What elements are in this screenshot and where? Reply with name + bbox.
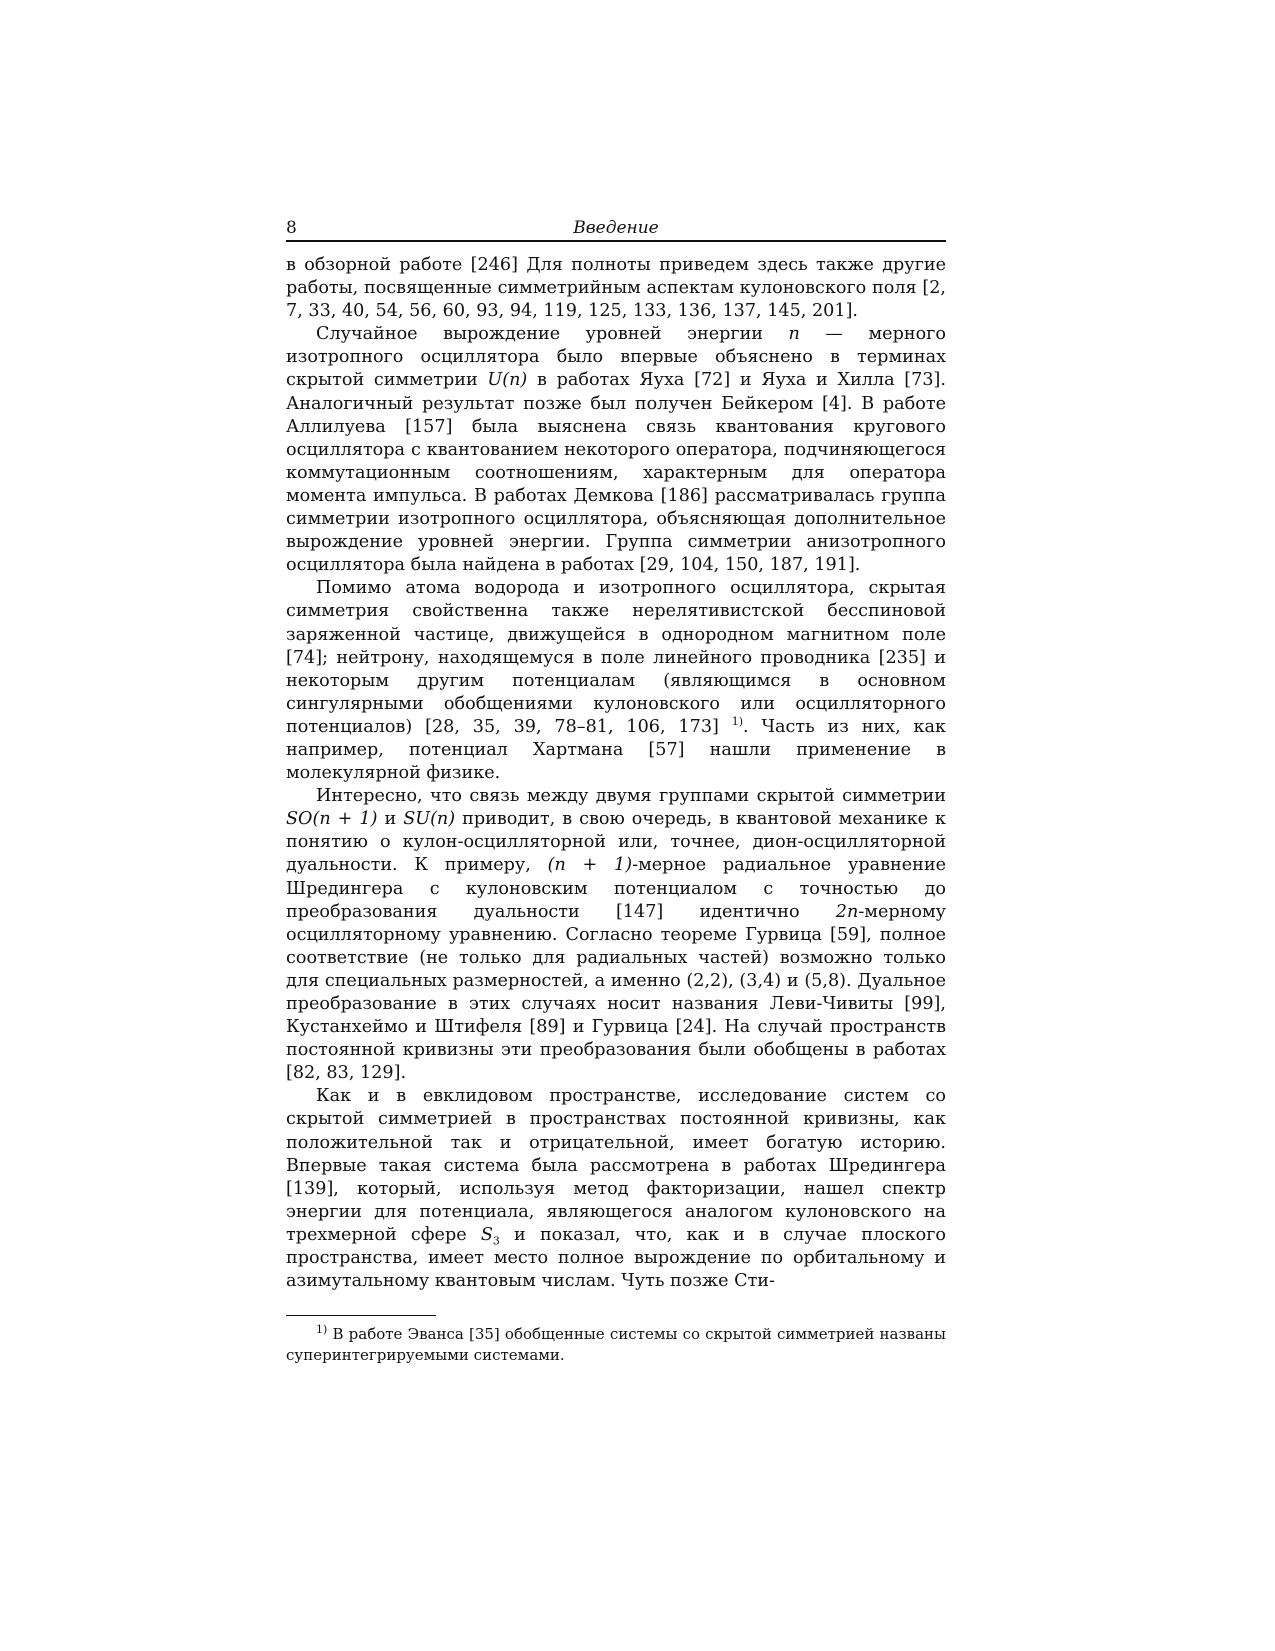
text-run: -мерное радиальное уравнение Шредингера с кулоновским потенциалом с точностью до преобразования дуальности [147] идентично	[286, 855, 946, 922]
text-run: -мерному осцилляторному уравнению. Согласно теореме Гурвица [59], полное соответствие (не только для радиальных частей) возможно только для специальных размерностей, а именно (2,2), (3,4) и (5,8). Дуальное преобразование в этих случаях носит названия Леви-Чивиты [99], Кустанхеймо и Штифеля [89] и Гурвица [24]. На случай пространств постоянной кривизны эти преобразования были обобщены в работах [82, 83, 129].	[286, 901, 946, 1084]
paragraph-4	[286, 785, 946, 1085]
paragraph-5	[286, 1085, 946, 1293]
main-text	[286, 254, 946, 1293]
text-run: в работах Яуха [72] и Яуха и Хилла [73]. Аналогичный результат позже был получен Бейкером [4]. В работе Аллилуева [157] была выяснена связь квантования кругового осциллятора с квантованием некоторого оператора, подчиняющегося коммутационным соотношениям, характерным для оператора момента импульса. В работах Демкова [186] рассматривалась группа симметрии изотропного осциллятора, объясняющая дополнительное вырождение уровней энергии. Группа симметрии анизотропного осциллятора была найдена в работах [29, 104, 150, 187, 191].	[286, 370, 946, 576]
paragraph-3	[286, 577, 946, 785]
page-number: 8	[286, 218, 297, 238]
footnote-reference[interactable]: 1)	[731, 715, 744, 729]
math-symbol: (n + 1)	[547, 855, 633, 876]
text-run: и показал, что, как и в случае плоского пространства, имеет место полное вырождение по орбитальному и азимутальному квантовым числам. Чуть позже Сти-	[286, 1224, 946, 1292]
text-run: Помимо атома водорода и изотропного осциллятора, скрытая симметрия свойственна также нерелятивистской бесспиновой заряженной частице, движущейся в однородном магнитном поле [74]; нейтрону, находящемуся в поле линейного проводника [235] и некоторым другим потенциалам (являющимся в основном сингулярными обобщениями кулоновского или осцилляторного потенциалов) [28, 35, 39, 78–81, 106, 173]	[286, 578, 946, 737]
book-page	[286, 218, 946, 1380]
text-run: Случайное вырождение уровней энергии	[316, 324, 789, 345]
footnote	[286, 1324, 946, 1365]
math-symbol: SO(n + 1)	[286, 809, 378, 830]
paragraph-2	[286, 323, 946, 577]
footnote-text: В работе Эванса [35] обобщенные системы со скрытой симметрией названы суперинтегрируемыми системами.	[286, 1325, 946, 1364]
text-run: и	[377, 809, 404, 830]
text-run: Как и в евклидовом пространстве, исследование систем со скрытой симметрией в пространствах постоянной кривизны, как положительной так и отрицательной, имеет богатую историю. Впервые такая система была рассмотрена в работах Шредингера [139], который, используя метод факторизации, нашел спектр энергии для потенциала, являющегося аналогом кулоновского на трехмерной сфере	[286, 1086, 946, 1245]
math-subscript: 3	[492, 1234, 500, 1248]
math-symbol: S	[480, 1224, 493, 1245]
footnote-mark: 1)	[316, 1323, 328, 1337]
footnote-divider	[286, 1315, 436, 1316]
text-run: . Часть из них, как например, потенциал Хартмана [57] нашли применение в молекулярной физике.	[286, 716, 946, 784]
math-symbol: 2n	[835, 901, 859, 922]
paragraph-1: в обзорной работе [246] Для полноты приведем здесь также другие работы, посвященные симметрийным аспектам кулоновского поля [2, 7, 33, 40, 54, 56, 60, 93, 94, 119, 125, 133, 136, 137, 145, 201].	[286, 255, 946, 322]
running-title: Введение	[573, 218, 659, 238]
math-symbol: n	[788, 324, 800, 345]
text-run: Интересно, что связь между двумя группами скрытой симметрии	[316, 786, 946, 807]
text-run: — мерного изотропного осциллятора было впервые объяснено в терминах скрытой симметрии	[286, 324, 946, 391]
math-symbol: SU(n)	[403, 809, 456, 830]
math-symbol: U(n)	[487, 370, 528, 391]
text-run: приводит, в свою очередь, в квантовой механике к понятию о кулон-осцилляторной или, точнее, дион-осцилляторной дуальности. К примеру,	[286, 809, 947, 876]
page-header	[286, 218, 946, 242]
